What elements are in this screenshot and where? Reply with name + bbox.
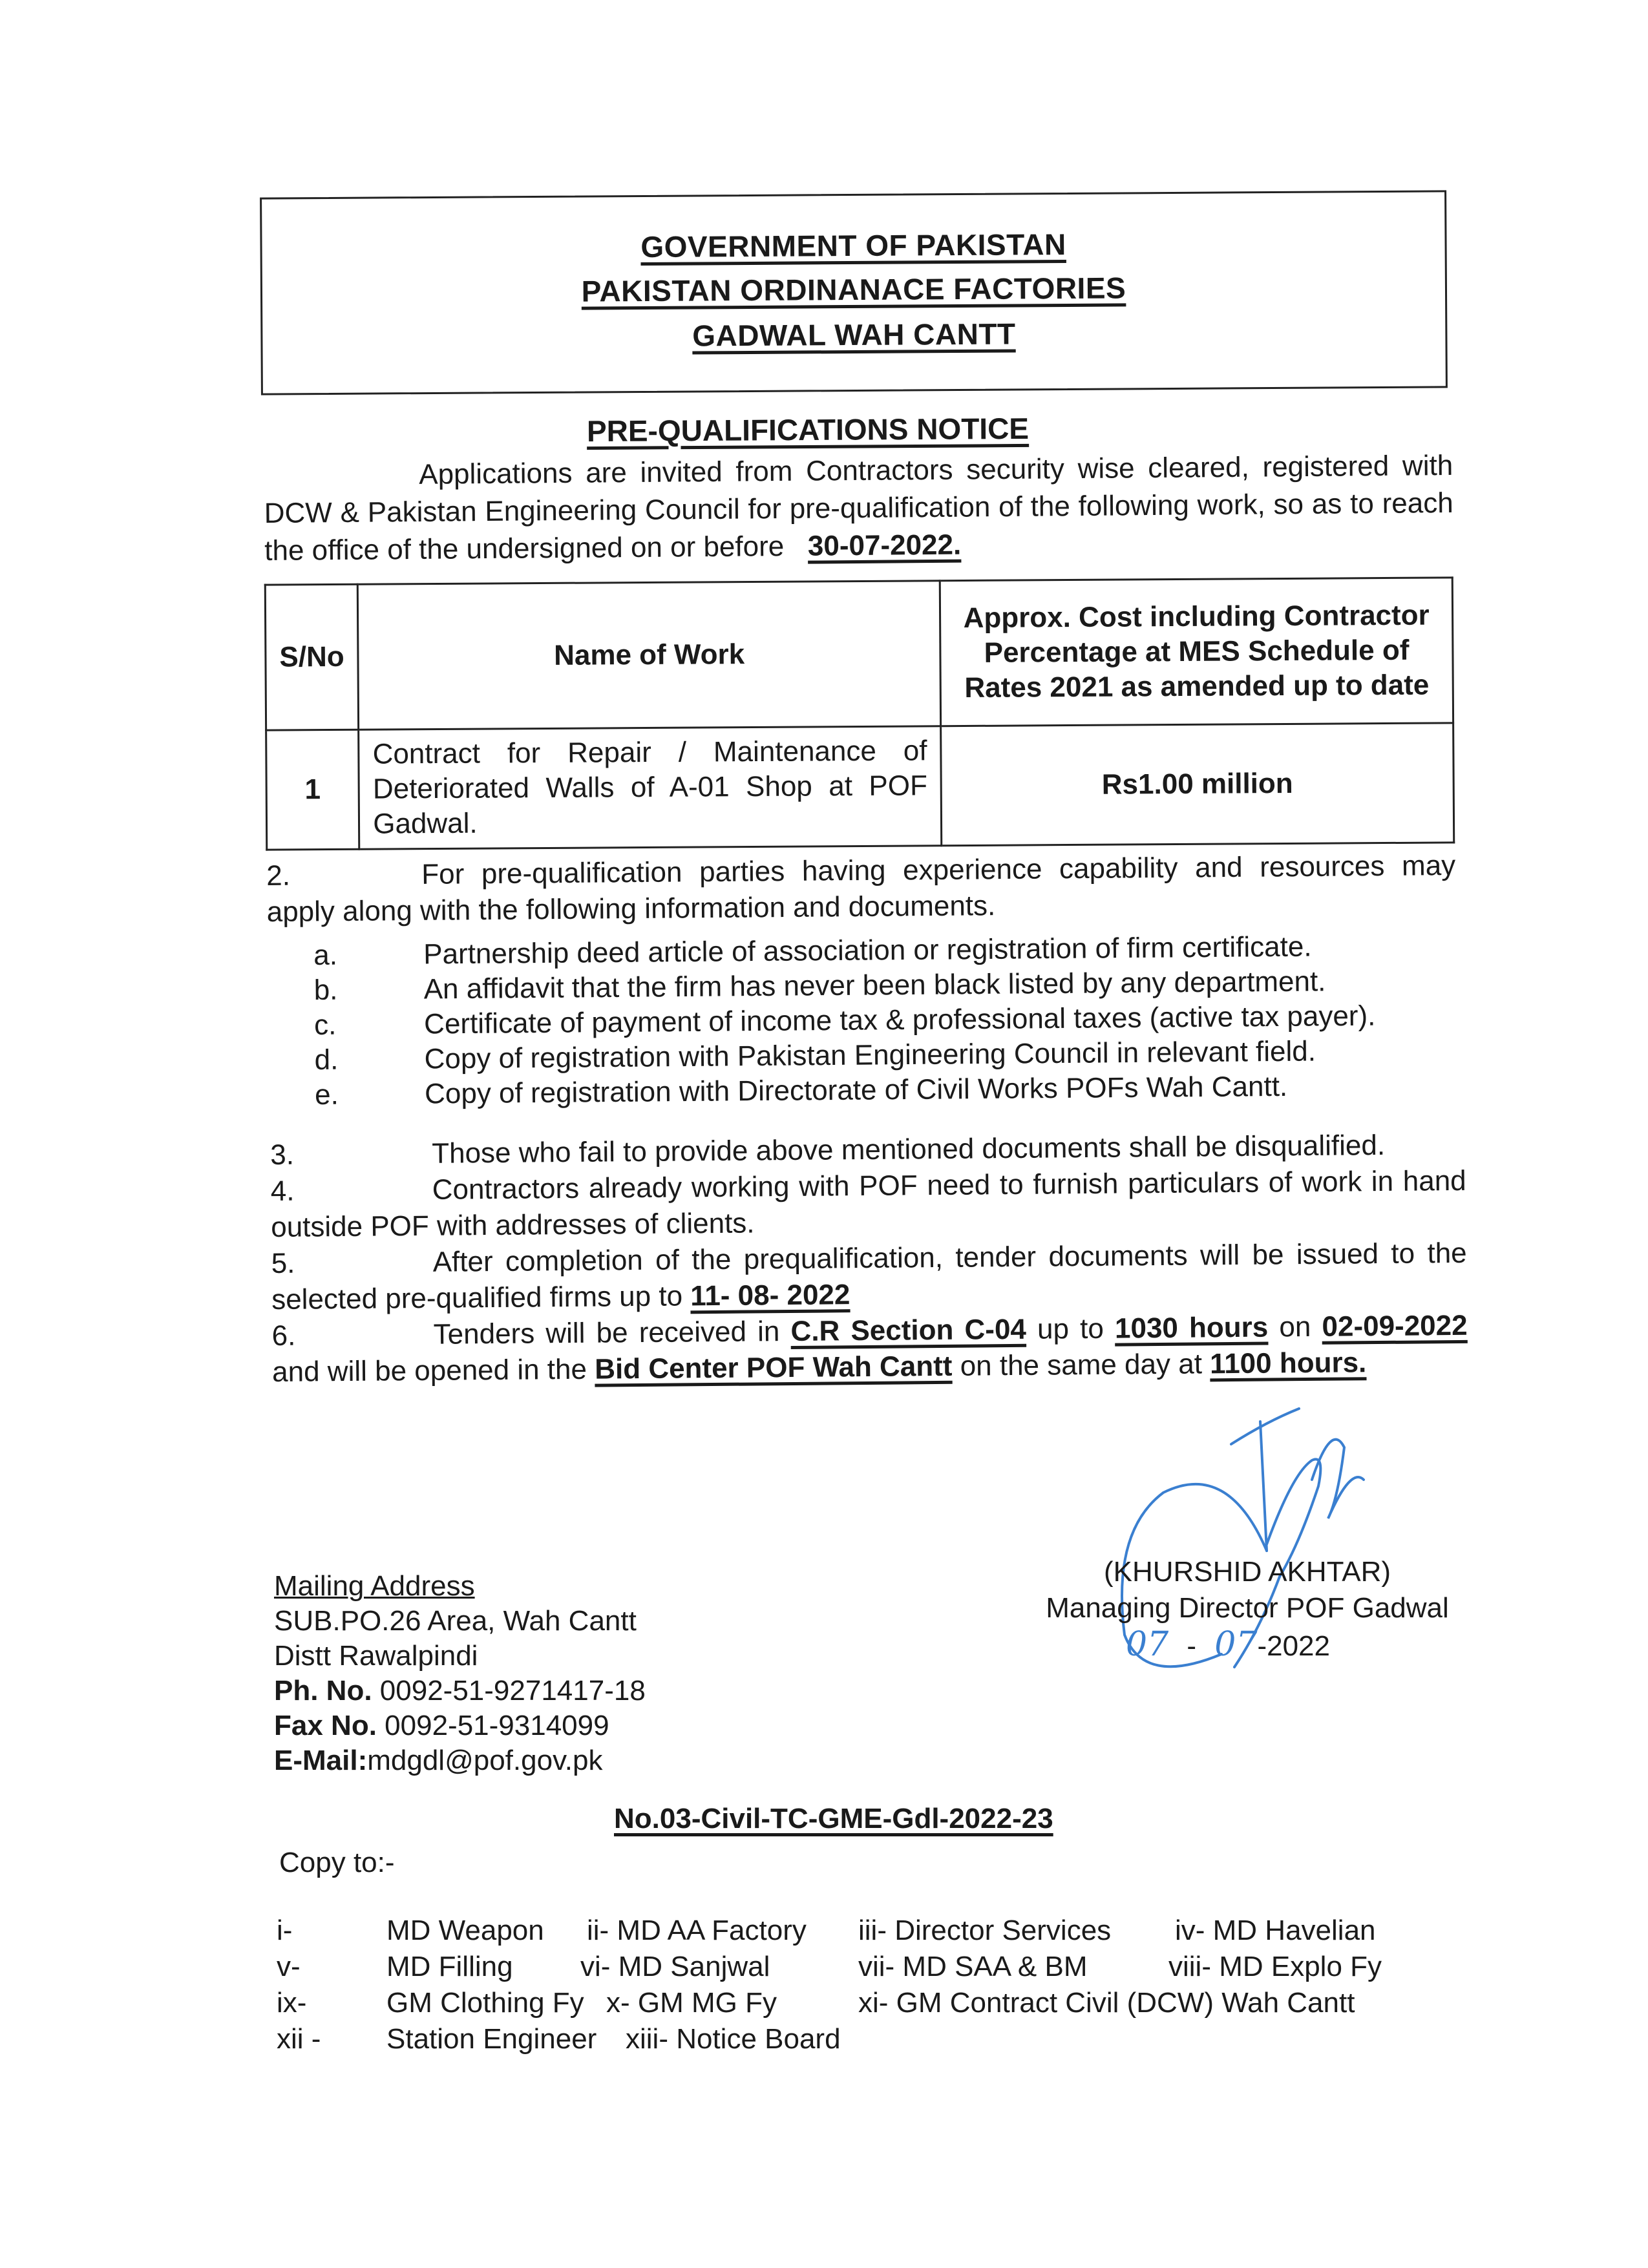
date-month-handwritten: 07	[1214, 1625, 1258, 1664]
copy-row	[277, 1985, 1382, 2021]
copy-index: ix-	[277, 1987, 307, 2019]
paragraph-text: and will be opened in the	[271, 1353, 587, 1388]
notice-title	[0, 407, 1616, 452]
letterhead-organization: PAKISTAN ORDINANACE FACTORIES	[581, 271, 1126, 308]
copy-row	[277, 2021, 1382, 2057]
email-line	[274, 1743, 646, 1778]
address-line-2: Distt Rawalpindi	[274, 1640, 478, 1672]
copy-recipient: Station Engineer	[386, 2023, 597, 2055]
copy-row	[277, 1949, 1382, 1985]
cell-sno: 1	[266, 730, 359, 850]
date-day-handwritten: 07	[1125, 1625, 1169, 1664]
tender-issue-date: 11- 08- 2022	[690, 1279, 850, 1312]
opening-time: 1100 hours.	[1209, 1347, 1367, 1380]
email-link[interactable]: mdgdl@pof.gov.pk	[367, 1745, 603, 1776]
paragraph-text: For pre-qualification parties having experience capability and resources may apply along with the following information and documents.	[266, 849, 1456, 928]
copy-to-list	[277, 1913, 1382, 2057]
header-name-of-work: Name of Work	[357, 581, 940, 730]
item-label: a.	[313, 939, 338, 971]
copy-recipient: MD Weapon	[386, 1915, 544, 1946]
reference-number-text: No.03-Civil-TC-GME-Gdl-2022-23	[614, 1803, 1053, 1834]
paragraph-number: 2.	[266, 859, 291, 892]
fax-line	[274, 1708, 646, 1743]
copy-recipient: x- GM MG Fy	[606, 1987, 777, 2019]
paragraph-number: 6.	[271, 1319, 296, 1352]
item-text: Certificate of payment of income tax & professional taxes (active tax payer).	[423, 1000, 1376, 1040]
paragraph-text: on the same day at	[960, 1348, 1203, 1382]
copy-recipient: GM Clothing Fy	[386, 1987, 584, 2019]
paragraph-text: on	[1279, 1310, 1311, 1343]
item-text: An affidavit that the firm has never been black listed by any department.	[423, 965, 1326, 1005]
header-sno: S/No	[265, 584, 359, 730]
table-header-row	[265, 578, 1453, 730]
copy-recipient: MD Filling	[386, 1951, 513, 1982]
paragraph-5	[271, 1235, 1467, 1318]
mailing-address-heading: Mailing Address	[274, 1570, 475, 1602]
signatory-designation: Managing Director POF Gadwal	[1046, 1592, 1449, 1624]
copy-recipient: xi- GM Contract Civil (DCW) Wah Cantt	[858, 1987, 1355, 2019]
paragraphs-3-to-6	[270, 1127, 1468, 1391]
header-approx-cost: Approx. Cost including Contractor Percentage at MES Schedule of Rates 2021 as amended up to date	[940, 578, 1453, 726]
signatory-name: (KHURSHID AKHTAR)	[1103, 1556, 1391, 1588]
paragraph-number: 4.	[270, 1175, 295, 1207]
item-label: d.	[314, 1044, 339, 1076]
paragraph-text: Tenders will be received in	[433, 1316, 780, 1350]
signature-date	[976, 1626, 1480, 1664]
copy-recipient: vii- MD SAA & BM	[858, 1951, 1088, 1982]
letterhead-location: GADWAL WAH CANTT	[692, 317, 1016, 353]
phone-label: Ph. No.	[274, 1675, 372, 1706]
cell-name-of-work: Contract for Repair / Maintenance of Deteriorated Walls of A-01 Shop at POF Gadwal.	[359, 726, 942, 850]
paragraph-text: Those who fail to provide above mentioned documents shall be disqualified.	[432, 1129, 1386, 1170]
application-deadline: 30-07-2022.	[807, 529, 962, 562]
copy-to-heading: Copy to:-	[279, 1847, 395, 1878]
item-text: Copy of registration with Directorate of Civil Works POFs Wah Cantt.	[424, 1070, 1288, 1110]
item-label: b.	[313, 974, 338, 1006]
paragraph-number: 3.	[270, 1139, 295, 1171]
copy-index: i-	[277, 1915, 293, 1946]
copy-index: xii -	[277, 2023, 321, 2055]
copy-recipient: iv- MD Havelian	[1175, 1915, 1376, 1946]
date-separator: -	[1187, 1630, 1197, 1662]
submission-place: C.R Section C-04	[790, 1313, 1027, 1347]
item-label: e.	[314, 1078, 339, 1111]
reference-number	[614, 1803, 1053, 1835]
address-line-1: SUB.PO.26 Area, Wah Cantt	[274, 1605, 637, 1637]
mailing-address	[274, 1569, 646, 1778]
fax-label: Fax No.	[274, 1710, 377, 1741]
signatory-block	[1015, 1554, 1480, 1664]
paragraph-text: up to	[1037, 1312, 1104, 1345]
table-row	[266, 723, 1454, 850]
paragraph-text: Contractors already working with POF need to furnish particulars of work in hand outside POF with addresses of clients.	[271, 1164, 1466, 1243]
copy-recipient: viii- MD Explo Fy	[1168, 1951, 1382, 1982]
required-documents-list	[313, 928, 1472, 1113]
phone-line	[274, 1674, 646, 1708]
opening-venue: Bid Center POF Wah Cantt	[595, 1350, 953, 1385]
copy-recipient: xiii- Notice Board	[626, 2023, 841, 2055]
cell-cost: Rs1.00 million	[941, 723, 1454, 846]
letterhead-government: GOVERNMENT OF PAKISTAN	[640, 227, 1066, 264]
paragraph-text: After completion of the prequalification, tender documents will be issued to the selected pre-qualified firms up to	[271, 1237, 1467, 1316]
copy-row	[277, 1913, 1382, 1949]
intro-paragraph	[264, 447, 1453, 570]
letterhead-box	[260, 190, 1448, 395]
intro-text: Applications are invited from Contractors security wise cleared, registered with DCW & Pakistan Engineering Council for pre-qualification of the following work, so as to reach the office of the undersigned on or before	[264, 449, 1453, 567]
work-table	[264, 576, 1455, 850]
copy-recipient: ii- MD AA Factory	[587, 1915, 807, 1946]
email-label: E-Mail:	[274, 1745, 368, 1776]
submission-time: 1030 hours	[1114, 1311, 1269, 1345]
paragraph-4	[270, 1163, 1466, 1246]
phone-number: 0092-51-9271417-18	[379, 1675, 646, 1706]
paragraph-number: 5.	[271, 1247, 295, 1279]
item-text: Copy of registration with Pakistan Engineering Council in relevant field.	[424, 1035, 1316, 1075]
notice-title-text: PRE-QUALIFICATIONS NOTICE	[586, 411, 1030, 448]
copy-recipient: iii- Director Services	[858, 1915, 1112, 1946]
item-label: c.	[313, 1009, 337, 1041]
date-year: -2022	[1257, 1630, 1330, 1662]
submission-date: 02-09-2022	[1322, 1309, 1468, 1343]
paragraph-6	[271, 1308, 1468, 1391]
copy-index: v-	[277, 1951, 301, 1982]
copy-recipient: vi- MD Sanjwal	[580, 1951, 770, 1982]
item-text: Partnership deed article of association or registration of firm certificate.	[423, 930, 1312, 971]
paragraph-2	[266, 848, 1456, 930]
fax-number: 0092-51-9314099	[385, 1710, 609, 1741]
